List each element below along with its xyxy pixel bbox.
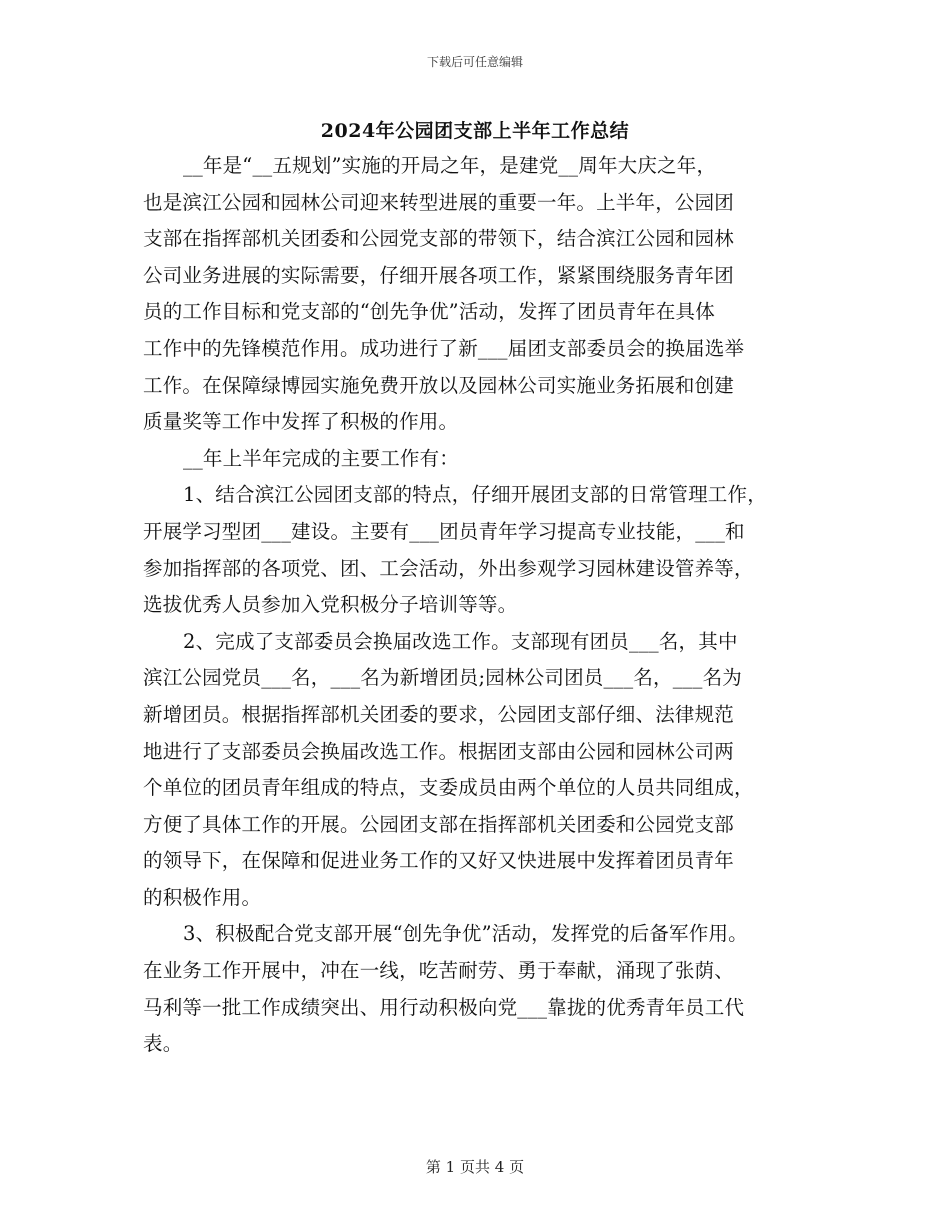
text-line: 表。	[143, 1032, 183, 1056]
text-line: 个单位的团员青年组成的特点，支委成员由两个单位的人员共同组成，	[143, 776, 754, 800]
text-line: 工作。在保障绿博园实施免费开放以及园林公司实施业务拓展和创建	[143, 373, 735, 397]
text-line: 的领导下，在保障和促进业务工作的又好又快进展中发挥着团员青年	[143, 849, 735, 873]
text-line: 滨江公园党员___名，___名为新增团员;园林公司团员___名，___名为	[143, 666, 742, 690]
text-line: 参加指挥部的各项党、团、工会活动，外出参观学习园林建设管养等，	[143, 556, 754, 580]
paragraph-main-work-heading	[143, 441, 823, 478]
text-line: 在业务工作开展中，冲在一线，吃苦耐劳、勇于奉献，涌现了张荫、	[143, 959, 735, 983]
paragraph-item-2	[143, 624, 823, 917]
text-line: __年是“__五规划”实施的开局之年，是建党__周年大庆之年，	[183, 154, 717, 177]
text-line: 的积极作用。	[143, 885, 262, 909]
page-header-note: 下载后可任意编辑	[426, 55, 523, 69]
text-line: 员的工作目标和党支部的“创先争优”活动，发挥了团员青年在具体	[143, 300, 715, 324]
text-line: 公司业务进展的实际需要，仔细开展各项工作，紧紧围绕服务青年团	[143, 263, 735, 287]
text-line: 工作中的先锋模范作用。成功进行了新___届团支部委员会的换届选举	[143, 336, 745, 360]
text-line: 开展学习型团___建设。主要有___团员青年学习提高专业技能，___和	[143, 519, 745, 543]
text-line: 质量奖等工作中发挥了积极的作用。	[143, 410, 459, 434]
document-title: 2024年公园团支部上半年工作总结	[320, 120, 630, 142]
text-line: 新增团员。根据指挥部机关团委的要求，公园团支部仔细、法律规范	[143, 702, 735, 726]
text-line: 1、结合滨江公园团支部的特点，仔细开展团支部的日常管理工作，	[183, 483, 767, 507]
text-line: __年上半年完成的主要工作有：	[183, 446, 460, 470]
paragraph-item-1	[143, 477, 823, 623]
text-line: 地进行了支部委员会换届改选工作。根据团支部由公园和园林公司两	[143, 739, 735, 763]
text-line: 选拔优秀人员参加入党积极分子培训等等。	[143, 593, 518, 617]
paragraph-item-3	[143, 916, 823, 1062]
paragraph-intro	[143, 148, 823, 441]
page-number-footer: 第 1 页共 4 页	[425, 1158, 525, 1176]
text-line: 马利等一批工作成绩突出、用行动积极向党___靠拢的优秀青年员工代	[143, 995, 745, 1019]
document-body	[143, 148, 823, 1063]
text-line: 3、积极配合党支部开展“创先争优”活动，发挥党的后备军作用。	[183, 922, 748, 946]
text-line: 2、完成了支部委员会换届改选工作。支部现有团员___名，其中	[183, 629, 738, 653]
text-line: 也是滨江公园和园林公司迎来转型进展的重要一年。上半年，公园团	[143, 190, 735, 214]
text-line: 支部在指挥部机关团委和公园党支部的带领下，结合滨江公园和园林	[143, 227, 735, 251]
text-line: 方便了具体工作的开展。公园团支部在指挥部机关团委和公园党支部	[143, 812, 735, 836]
